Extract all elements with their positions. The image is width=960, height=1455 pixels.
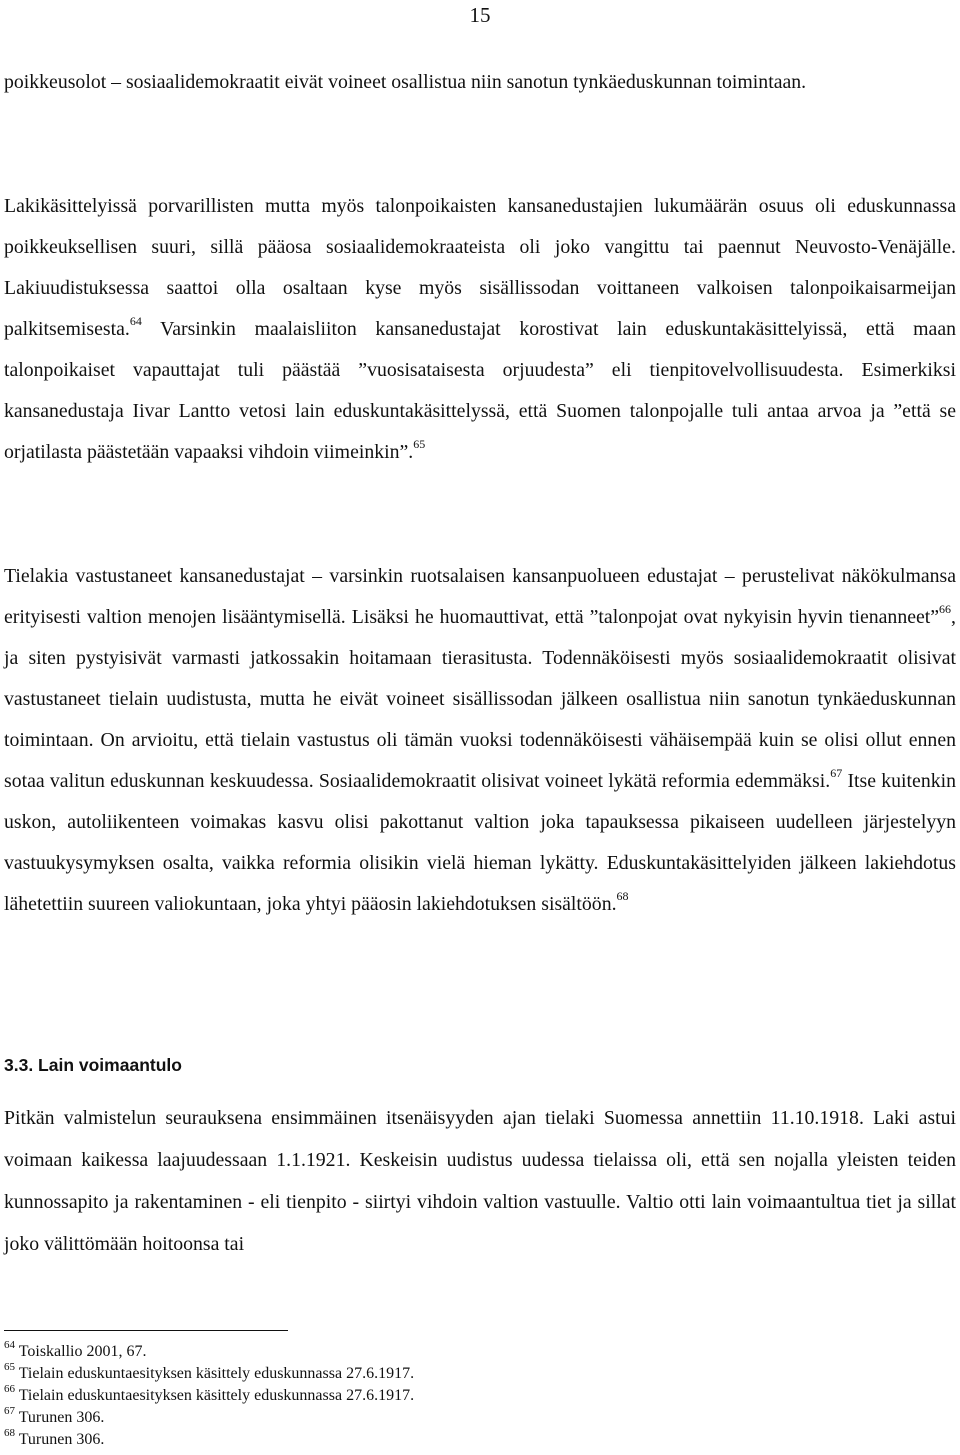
footnote-number: 66 [4,1383,15,1396]
paragraph-3 [4,556,956,925]
footnotes [4,1341,904,1451]
footnote-number: 67 [4,1405,15,1418]
footnote-number: 64 [4,1339,15,1352]
footnote-divider [4,1330,288,1331]
footnote-text: Turunen 306. [18,1431,105,1448]
footnote-66 [4,1385,904,1407]
paragraph-text: , ja siten pystyisivät varmasti jatkossakin hoitamaan tierasitusta. Todennäköisesti myös sosiaalidemokraatit olisivat vastustaneet tielain uudistusta, mutta he eivät voineet sisällissodan jälkeen osallistua niin sanotun tynkäeduskunnan toimintaan. On arvioitu, että tielain vastustus oli tämän vuoksi todennäköisesti vähäisempää kuin se olisi ollut ennen sotaa valitun eduskunnan keskuudessa. Sosiaalidemokraatit olisivat voineet lykätä reformia edemmäksi. [4,606,956,792]
footnote-text: Tielain eduskuntaesityksen käsittely eduskunnassa 27.6.1917. [18,1387,415,1404]
paragraph-text: Lakikäsittelyissä porvarillisten mutta myös talonpoikaisten kansanedustajien lukumäärän osuus oli eduskunnassa poikkeuksellisen suuri, sillä pääosa sosiaalidemokraateista oli joko vangittu tai paennut Neuvosto-Venäjälle. Lakiuudistuksessa saattoi olla osaltaan kyse myös sisällissodan voittaneen valkoisen talonpoikaisarmeijan palkitsemisesta. [4,195,956,340]
paragraph-text: Tielakia vastustaneet kansanedustajat – varsinkin ruotsalaisen kansanpuolueen edustajat – perustelivat näkökulmansa erityisesti valtion menojen lisääntymisellä. Lisäksi he huomauttivat, että ”talonpojat ovat nykyisin hyvin tienanneet” [4,565,956,628]
paragraph-text: poikkeusolot – sosiaalidemokraatit eivät voineet osallistua niin sanotun tynkäeduskunnan toimintaan. [4,71,807,93]
footnote-65 [4,1363,904,1385]
footnote-ref-65[interactable]: 65 [413,437,426,452]
footnote-text: Tielain eduskuntaesityksen käsittely eduskunnassa 27.6.1917. [18,1365,415,1382]
footnote-68 [4,1429,904,1451]
footnote-ref-64[interactable]: 64 [129,314,142,329]
footnote-text: Toiskallio 2001, 67. [18,1343,147,1360]
footnote-ref-67[interactable]: 67 [830,766,843,781]
footnote-ref-68[interactable]: 68 [616,889,629,904]
footnote-64 [4,1341,904,1363]
page-number: 15 [469,3,491,27]
footnote-number: 65 [4,1361,15,1374]
footnote-number: 68 [4,1427,15,1440]
paragraph-text: Pitkän valmistelun seurauksena ensimmäinen itsenäisyyden ajan tielaki Suomessa annettiin 11.10.1918. Laki astui voimaan kaikessa laajuudessaan 1.1.1921. Keskeisin uudistus uudessa tielaissa oli, että sen nojalla yleisten teiden kunnossapito ja rakentaminen - eli tienpito - siirtyi vihdoin valtion vastuulle. Valtio otti lain voimaantultua tiet ja sillat joko välittömään hoitoonsa tai [4,1107,956,1255]
paragraph-1 [4,63,956,102]
section-heading: 3.3. Lain voimaantulo [4,1055,182,1075]
footnote-67 [4,1407,904,1429]
paragraph-text: Itse kuitenkin uskon, autoliikenteen voimakas kasvu olisi pakottanut valtion joka tapauksessa pikaiseen uudelleen järjestelyyn vastuukysymyksen osalta, vaikka reformia olisikin vielä hieman lykätty. Eduskuntakäsittelyiden jälkeen lakiehdotus lähetettiin suureen valiokuntaan, joka yhtyi pääosin lakiehdotuksen sisältöön. [4,770,956,915]
footnote-text: Turunen 306. [18,1409,105,1426]
footnote-ref-66[interactable]: 66 [939,602,952,617]
paragraph-2 [4,186,956,473]
paragraph-4 [4,1097,956,1265]
paragraph-text: Varsinkin maalaisliiton kansanedustajat korostivat lain eduskuntakäsittelyissä, että maan talonpoikaiset vapauttajat tuli päästää ”vuosisataisesta orjuudesta” eli tienpitovelvollisuudesta. Esimerkiksi kansanedustaja Iivar Lantto vetosi lain eduskuntakäsittelyssä, että Suomen talonpojalle tuli antaa arvoa ja ”että se orjatilasta päästetään vapaaksi vihdoin viimeinkin”. [4,318,956,463]
